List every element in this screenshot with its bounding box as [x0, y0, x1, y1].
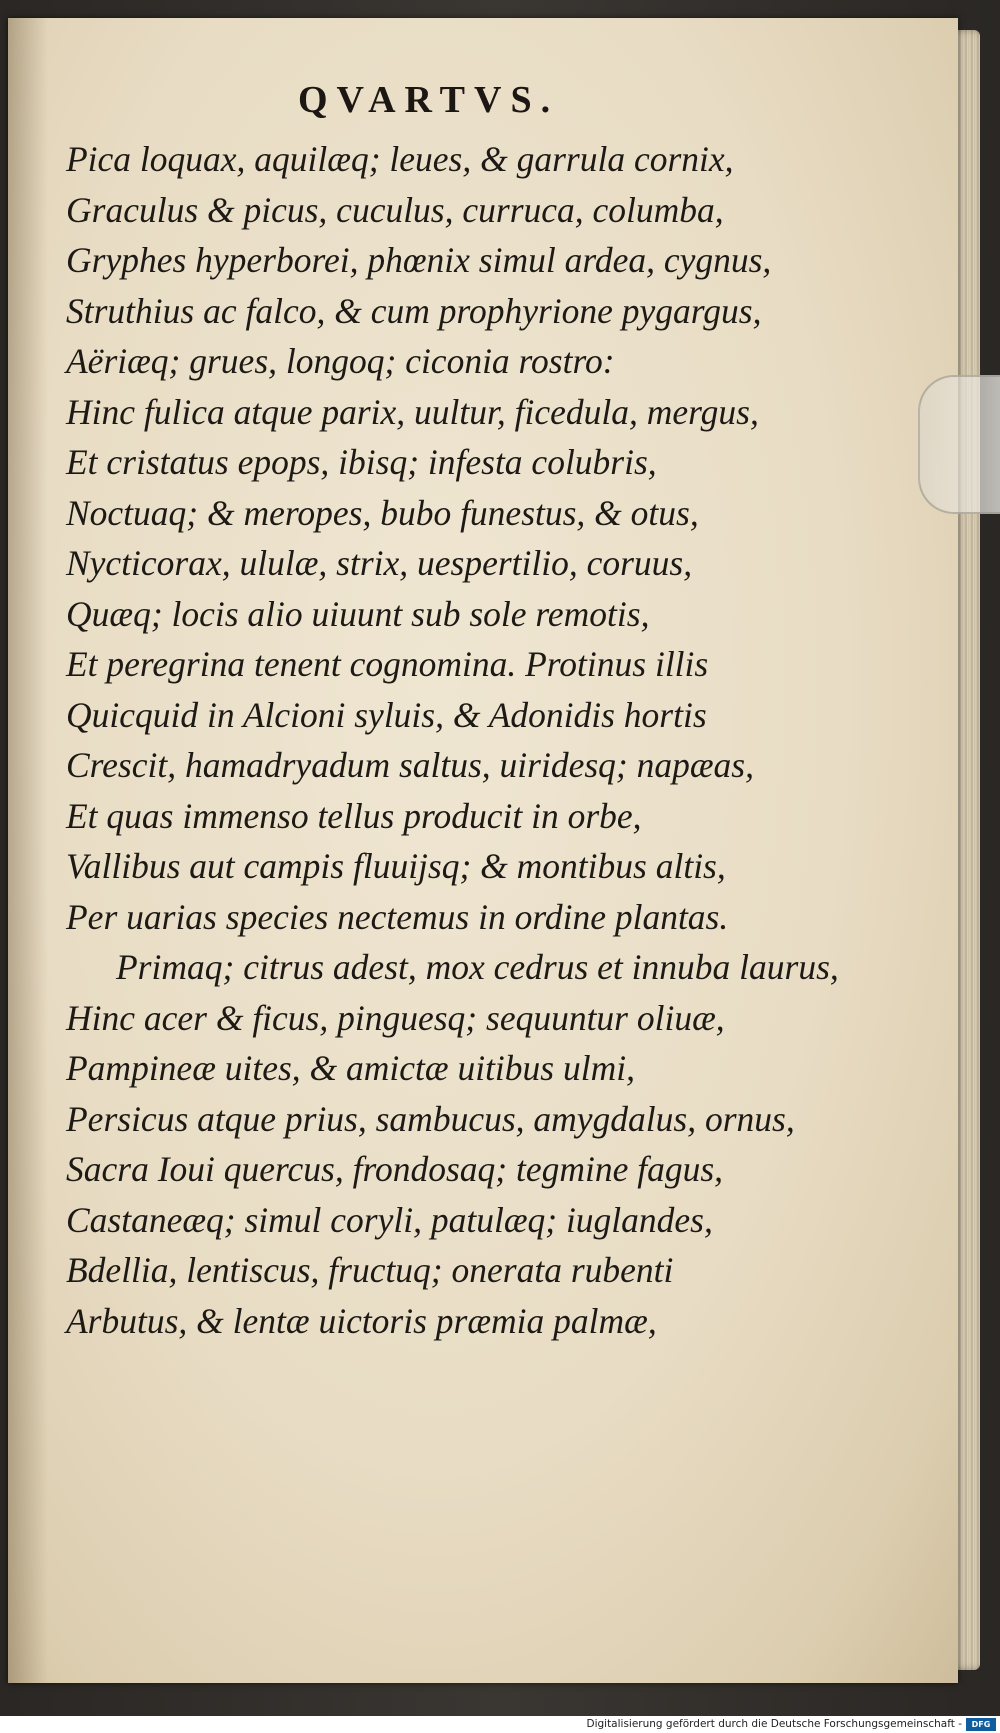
- verse-line: Et cristatus epops, ibisq; infesta colubris,: [66, 442, 657, 482]
- verse-line: Gryphes hyperborei, phœnix simul ardea, cygnus,: [66, 240, 772, 280]
- verse-line: Graculus & picus, cuculus, curruca, columba,: [66, 189, 724, 230]
- footer-bar: [0, 1716, 1000, 1733]
- verse-line: Castaneæq; simul coryli, patulæq; iuglandes,: [66, 1199, 713, 1240]
- verse-line: Aëriæq; grues, longoq; ciconia rostro:: [66, 341, 615, 381]
- verse-line: Et quas immenso tellus producit in orbe,: [66, 795, 642, 836]
- verse-line: Per uarias species nectemus in ordine plantas.: [66, 896, 729, 937]
- verse-line: Et peregrina tenent cognomina. Protinus illis: [66, 644, 709, 684]
- verse-line: Quæq; locis alio uiuunt sub sole remotis,: [66, 593, 650, 634]
- verse-line: Primaq; citrus adest, mox cedrus et innuba laurus,: [116, 947, 839, 987]
- verse-line: Quicquid in Alcioni syluis, & Adonidis hortis: [66, 694, 707, 735]
- verse-line: Vallibus aut campis fluuijsq; & montibus altis,: [66, 846, 726, 886]
- funding-credit: Digitalisierung gefördert durch die Deutsche Forschungsgemeinschaft -: [586, 1718, 962, 1730]
- verse-line: Pica loquax, aquilæq; leues, & garrula cornix,: [66, 139, 734, 179]
- verse-line: Struthius ac falco, & cum prophyrione pygargus,: [66, 290, 762, 331]
- verse-line: Noctuaq; & meropes, bubo funestus, & otus,: [66, 492, 699, 533]
- verse-line: Pampineæ uites, & amictæ uitibus ulmi,: [66, 1048, 635, 1088]
- verse-line: Crescit, hamadryadum saltus, uiridesq; napæas,: [66, 745, 754, 785]
- verse-line: Persicus atque prius, sambucus, amygdalus, ornus,: [66, 1098, 795, 1139]
- verse-line: Nycticorax, ululæ, strix, uespertilio, coruus,: [66, 543, 693, 583]
- verse-line: Hinc acer & ficus, pinguesq; sequuntur oliuæ,: [66, 997, 725, 1038]
- verse-text-block: [66, 134, 926, 1346]
- verse-line: Hinc fulica atque parix, uultur, ficedula, mergus,: [66, 391, 759, 432]
- running-head: QVARTVS.: [298, 79, 560, 121]
- book-page: [8, 18, 958, 1683]
- verse-line: Arbutus, & lentæ uictoris præmia palmæ,: [66, 1300, 657, 1341]
- verse-line: Sacra Ioui quercus, frondosaq; tegmine fagus,: [66, 1149, 724, 1189]
- page-tab-marker: [918, 375, 1000, 514]
- dfg-logo: DFG: [966, 1718, 996, 1731]
- verse-line: Bdellia, lentiscus, fructuq; onerata rubenti: [66, 1250, 674, 1290]
